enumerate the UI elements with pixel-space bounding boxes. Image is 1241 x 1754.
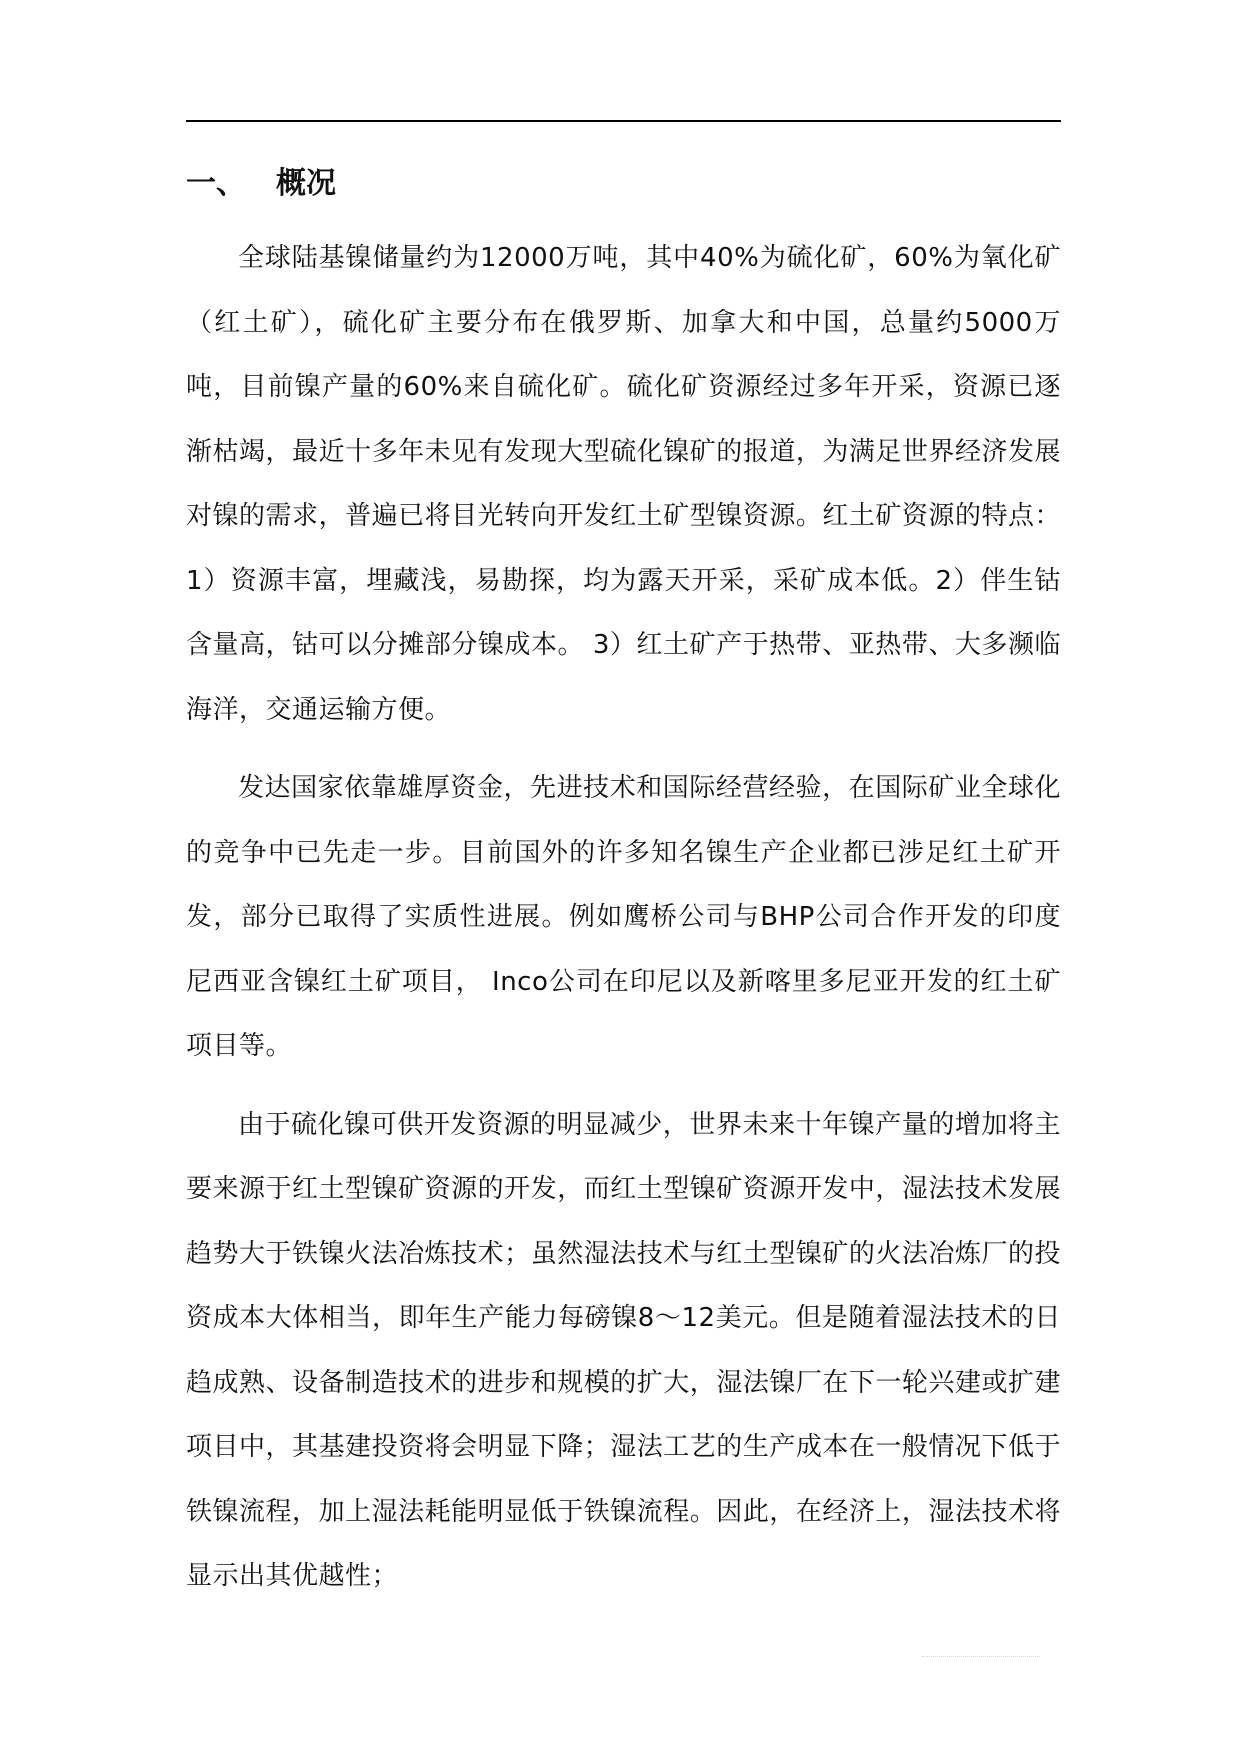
header-rule (186, 120, 1061, 122)
section-title: 概况 (276, 166, 336, 201)
paragraph-hydrometallurgy-trend: 由于硫化镍可供开发资源的明显减少，世界未来十年镍产量的增加将主要来源于红土型镍矿资源的开发，而红土型镍矿资源开发中，湿法技术发展趋势大于铁镍火法冶炼技术；虽然湿法技术与红土型镍矿的火法冶炼厂的投资成本大体相当，即年生产能力每磅镍8～12美元。但是随着湿法技术的日趋成熟、设备制造技术的进步和规模的扩大，湿法镍厂在下一轮兴建或扩建项目中，其基建投资将会明显下降；湿法工艺的生产成本在一般情况下低于铁镍流程，加上湿法耗能明显低于铁镍流程。因此，在经济上，湿法技术将显示出其优越性； (186, 1109, 1061, 1591)
footer-mark (922, 1656, 1040, 1657)
paragraph-developed-countries: 发达国家依靠雄厚资金，先进技术和国际经营经验，在国际矿业全球化的竞争中已先走一步。目前国外的许多知名镍生产企业都已涉足红土矿开发，部分已取得了实质性进展。例如鹰桥公司与BHP公司合作开发的印度尼西亚含镍红土矿项目， Inco公司在印尼以及新喀里多尼亚开发的红土矿项目等。 (186, 773, 1061, 1061)
paragraph-overview: 全球陆基镍储量约为12000万吨，其中40%为硫化矿，60%为氧化矿（红土矿），硫化矿主要分布在俄罗斯、加拿大和中国，总量约5000万吨，目前镍产量的60%来自硫化矿。硫化矿资源经过多年开采，资源已逐渐枯竭，最近十多年未见有发现大型硫化镍矿的报道，为满足世界经济发展对镍的需求，普遍已将目光转向开发红土矿型镍资源。红土矿资源的特点：1）资源丰富，埋藏浅，易勘探，均为露天开采，采矿成本低。2）伴生钴含量高，钴可以分摊部分镍成本。 3）红土矿产于热带、亚热带、大多濒临海洋，交通运输方便。 (186, 243, 1061, 725)
body-text (186, 226, 1061, 1623)
section-number: 一、 (186, 166, 246, 201)
section-heading (186, 162, 1061, 206)
